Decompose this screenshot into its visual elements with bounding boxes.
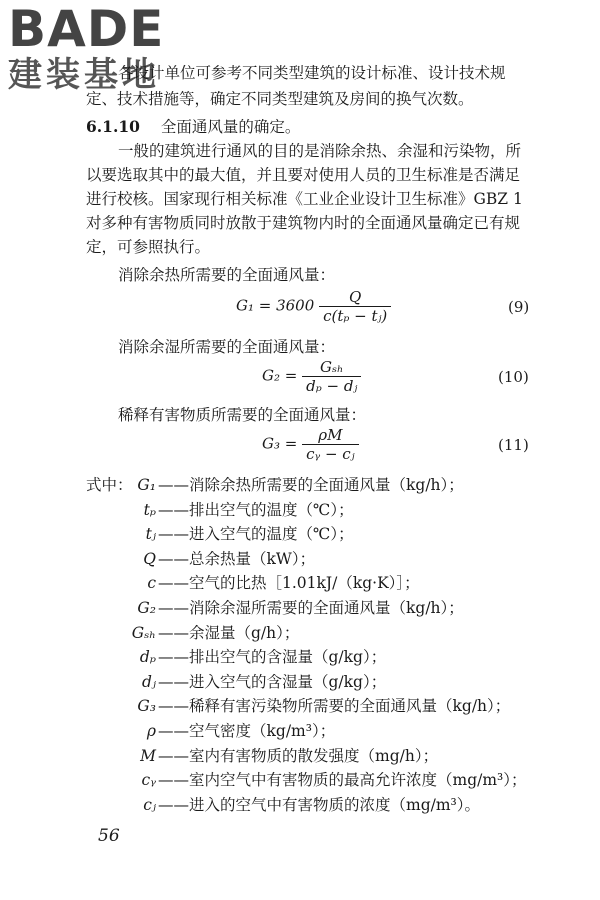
eq9-number: (9) bbox=[508, 298, 530, 316]
eq11-numerator: ρM bbox=[302, 426, 359, 445]
definition-text: ——室内空气中有害物质的最高允许浓度（mg/m³）； bbox=[158, 771, 527, 790]
where-label: 式中： bbox=[86, 476, 133, 494]
definition-text: ——总余热量（kW）； bbox=[158, 549, 316, 568]
eq10-fraction bbox=[302, 358, 361, 395]
eq3-label: 稀释有害物质所需要的全面通风量： bbox=[118, 406, 367, 424]
section-title: 全面通风量的确定。 bbox=[160, 118, 301, 136]
definition-text: ——室内有害物质的散发强度（mg/h）； bbox=[158, 746, 439, 765]
definition-text: ——余湿量（g/h）； bbox=[158, 623, 300, 642]
eq11-lhs: G₃ = bbox=[262, 434, 298, 453]
eq9-lhs: G₁ = 3600 bbox=[236, 296, 315, 315]
definition-symbol: ρ bbox=[146, 722, 156, 740]
intro-line-2: 定、技术措施等，确定不同类型建筑及房间的换气次数。 bbox=[86, 90, 474, 108]
para-line-1: 一般的建筑进行通风的目的是消除余热、余湿和污染物，所 bbox=[118, 142, 522, 160]
eq11-fraction bbox=[302, 426, 359, 463]
definition-symbol: c bbox=[147, 574, 156, 593]
definition-text: ——空气的比热［1.01kJ/（kg·K）］； bbox=[158, 574, 420, 593]
definition-text: ——进入的空气中有害物质的浓度（mg/m³）。 bbox=[158, 795, 481, 814]
definition-text: ——消除余湿所需要的全面通风量（kg/h）； bbox=[158, 599, 464, 617]
para-line-3: 进行校核。国家现行相关标准《工业企业设计卫生标准》GBZ 1 bbox=[86, 190, 523, 208]
definition-symbol: Gₛₕ bbox=[131, 623, 156, 642]
definition-text: ——空气密度（kg/m³）； bbox=[158, 722, 336, 740]
definition-symbol: tₚ bbox=[143, 500, 156, 519]
definition-symbol: cⱼ bbox=[143, 795, 156, 814]
definition-text: ——消除余热所需要的全面通风量（kg/h）； bbox=[158, 476, 464, 494]
para-line-4: 对多种有害物质同时放散于建筑物内时的全面通风量确定已有规 bbox=[86, 214, 521, 232]
eq11-number: (11) bbox=[498, 436, 529, 454]
definition-symbol: G₂ bbox=[137, 599, 156, 617]
eq10-denominator: dₚ − dⱼ bbox=[306, 377, 358, 395]
eq1-label: 消除余热所需要的全面通风量： bbox=[118, 266, 336, 284]
eq10-lhs: G₂ = bbox=[262, 366, 298, 385]
definition-symbol: M bbox=[140, 746, 156, 765]
definition-symbol: dⱼ bbox=[141, 672, 156, 691]
eq10-numerator: Gₛₕ bbox=[302, 358, 361, 377]
definition-symbol: dₚ bbox=[139, 648, 156, 667]
logo-wordmark: BADE bbox=[8, 0, 165, 58]
intro-line-1: 各设计单位可参考不同类型建筑的设计标准、设计技术规 bbox=[118, 64, 506, 82]
eq2-label: 消除余湿所需要的全面通风量： bbox=[118, 338, 336, 356]
eq9-fraction bbox=[319, 288, 391, 325]
definition-symbol: cᵧ bbox=[141, 771, 156, 790]
eq9-numerator: Q bbox=[319, 288, 391, 307]
page-number: 56 bbox=[98, 826, 120, 846]
para-line-5: 定，可参照执行。 bbox=[86, 238, 211, 256]
section-heading bbox=[86, 116, 300, 138]
definition-text: ——进入空气的含湿量（g/kg）； bbox=[158, 672, 387, 691]
logo-subtitle: 建装基地 bbox=[8, 55, 160, 95]
definition-text: ——稀释有害污染物所需要的全面通风量（kg/h）； bbox=[158, 697, 511, 716]
definition-text: ——进入空气的温度（℃）； bbox=[158, 525, 354, 544]
definition-symbol: tⱼ bbox=[145, 525, 156, 544]
eq9-denominator: c(tₚ − tⱼ) bbox=[323, 307, 388, 325]
definition-symbol: G₃ bbox=[137, 697, 156, 716]
para-line-2: 以要选取其中的最大值，并且要对使用人员的卫生标准是否满足 bbox=[86, 166, 521, 184]
definition-text: ——排出空气的温度（℃）； bbox=[158, 500, 354, 519]
equation-9 bbox=[236, 288, 391, 325]
equation-11 bbox=[262, 426, 359, 463]
equation-10 bbox=[262, 358, 361, 395]
eq10-number: (10) bbox=[498, 368, 529, 386]
definition-symbol: G₁ bbox=[137, 476, 156, 494]
eq11-denominator: cᵧ − cⱼ bbox=[306, 445, 355, 463]
definition-text: ——排出空气的含湿量（g/kg）； bbox=[158, 648, 387, 667]
section-number: 6.1.10 bbox=[86, 117, 140, 136]
definition-symbol: Q bbox=[143, 549, 156, 568]
